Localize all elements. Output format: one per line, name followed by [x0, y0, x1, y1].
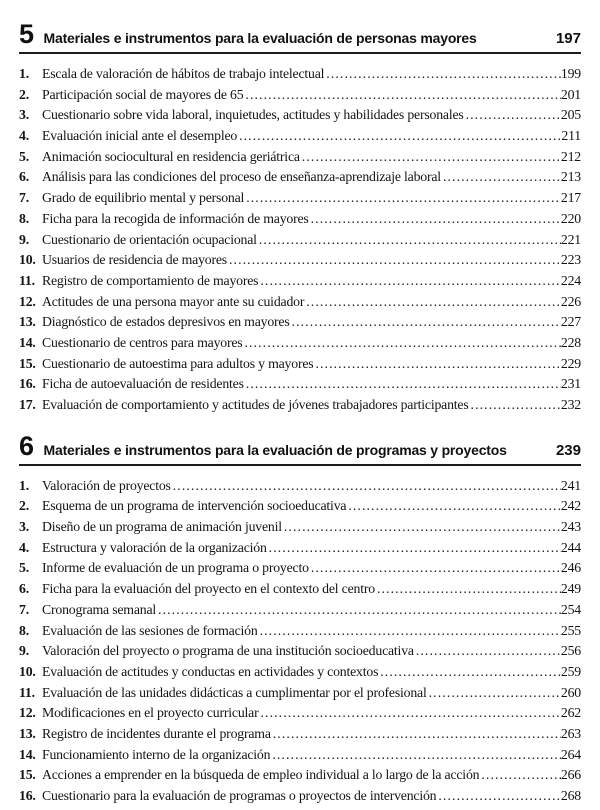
- entry-page-number: 199: [560, 66, 581, 81]
- entry-number: 15.: [19, 355, 36, 371]
- entry-number: 15.: [19, 767, 36, 783]
- dot-leader: [171, 478, 561, 494]
- toc-entry: [19, 314, 581, 335]
- dot-leader: [257, 232, 561, 248]
- entry-number: 12.: [19, 705, 36, 721]
- section-entry-list: [19, 66, 581, 418]
- toc-entry: [19, 232, 581, 253]
- toc-entry: [19, 519, 581, 540]
- entry-number: 17.: [19, 397, 36, 412]
- entry-page-number: 249: [560, 581, 581, 597]
- entry-page-number: 244: [560, 539, 581, 555]
- entry-title: Valoración de proyectos: [42, 477, 171, 493]
- entry-page-number: 231: [560, 376, 581, 392]
- toc-entry: [19, 376, 581, 397]
- dot-leader: [258, 273, 561, 289]
- entry-number: 10.: [19, 663, 36, 679]
- entry-page-number: 220: [560, 210, 581, 226]
- entry-title: Ficha para la evaluación del proyecto en el contexto del centro: [42, 581, 375, 597]
- entry-page-number: 201: [560, 86, 581, 102]
- entry-title: Diagnóstico de estados depresivos en mayores: [42, 314, 290, 330]
- entry-number: 14.: [19, 334, 36, 350]
- entry-title: Registro de comportamiento de mayores: [42, 272, 259, 288]
- entry-page-number: 221: [560, 231, 581, 247]
- entry-title: Modificaciones en el proyecto curricular: [42, 705, 259, 721]
- entry-number: 1.: [19, 66, 29, 81]
- entry-page-number: 232: [560, 397, 581, 412]
- entry-title: Ficha para la recogida de información de mayores: [42, 210, 309, 226]
- entry-title: Evaluación de las sesiones de formación: [42, 622, 258, 638]
- toc-entry: [19, 356, 581, 377]
- entry-number: 10.: [19, 252, 36, 268]
- toc-entry: [19, 335, 581, 356]
- dot-leader: [309, 560, 561, 576]
- toc-entry: [19, 540, 581, 561]
- toc-entry: [19, 294, 581, 315]
- entry-number: 16.: [19, 376, 36, 392]
- entry-number: 13.: [19, 725, 36, 741]
- toc-entry: [19, 581, 581, 602]
- entry-page-number: 268: [560, 788, 581, 803]
- toc-entry: [19, 664, 581, 685]
- toc-entry: [19, 726, 581, 747]
- entry-number: 3.: [19, 519, 29, 535]
- entry-number: 14.: [19, 746, 36, 762]
- dot-leader: [309, 211, 561, 227]
- entry-page-number: 259: [560, 663, 581, 679]
- dot-leader: [243, 87, 560, 103]
- toc-entry: [19, 169, 581, 190]
- entry-page-number: 223: [560, 252, 581, 268]
- toc-section: [19, 430, 581, 809]
- entry-title: Escala de valoración de hábitos de trabajo intelectual: [42, 66, 325, 81]
- toc-entry: [19, 602, 581, 623]
- entry-title: Funcionamiento interno de la organización: [42, 746, 271, 762]
- entry-title: Valoración del proyecto o programa de una institución socioeducativa: [42, 643, 414, 659]
- entry-page-number: 229: [560, 355, 581, 371]
- section-heading: [19, 21, 581, 54]
- toc-entry: [19, 788, 581, 809]
- entry-page-number: 242: [560, 498, 581, 514]
- section-number: 5: [19, 19, 34, 49]
- entry-title: Cuestionario de autoestima para adultos y mayores: [42, 355, 314, 371]
- entry-number: 5.: [19, 148, 29, 164]
- toc-entry: [19, 252, 581, 273]
- entry-number: 9.: [19, 643, 29, 659]
- entry-number: 4.: [19, 539, 29, 555]
- entry-number: 4.: [19, 128, 29, 144]
- dot-leader: [378, 664, 561, 680]
- entry-number: 3.: [19, 107, 29, 123]
- entry-title: Ficha de autoevaluación de residentes: [42, 376, 244, 392]
- dot-leader: [479, 767, 561, 783]
- dot-leader: [304, 294, 561, 310]
- entry-number: 6.: [19, 169, 29, 185]
- toc-entry: [19, 273, 581, 294]
- entry-number: 2.: [19, 498, 29, 514]
- section-heading: [19, 430, 581, 466]
- entry-title: Usuarios de residencia de mayores: [42, 252, 227, 268]
- entry-page-number: 263: [560, 725, 581, 741]
- dot-leader: [258, 705, 560, 721]
- dot-leader: [258, 623, 561, 639]
- dot-leader: [414, 643, 561, 659]
- toc-entry: [19, 643, 581, 664]
- dot-leader: [242, 335, 560, 351]
- toc-entry: [19, 211, 581, 232]
- dot-leader: [436, 788, 561, 804]
- entry-page-number: 226: [560, 293, 581, 309]
- section-title: Materiales e instrumentos para la evaluación de programas y proyectos: [43, 441, 507, 458]
- entry-page-number: 217: [560, 190, 581, 206]
- entry-page-number: 241: [560, 477, 581, 493]
- entry-title: Análisis para las condiciones del proceso de enseñanza-aprendizaje laboral: [42, 169, 441, 185]
- entry-page-number: 264: [560, 746, 581, 762]
- dot-leader: [244, 376, 561, 392]
- dot-leader: [324, 66, 561, 82]
- entry-page-number: 246: [560, 560, 581, 576]
- entry-page-number: 212: [560, 148, 581, 164]
- entry-number: 11.: [19, 684, 35, 700]
- toc-entry: [19, 560, 581, 581]
- entry-title: Cuestionario de centros para mayores: [42, 334, 243, 350]
- dot-leader: [270, 747, 561, 763]
- toc-entry: [19, 498, 581, 519]
- entry-page-number: 213: [560, 169, 581, 185]
- section-entry-list: [19, 478, 581, 809]
- entry-number: 2.: [19, 86, 29, 102]
- entry-title: Evaluación inicial ante el desempleo: [42, 128, 238, 144]
- toc-entry: [19, 66, 581, 87]
- entry-title: Cuestionario de orientación ocupacional: [42, 231, 257, 247]
- entry-title: Evaluación de comportamiento y actitudes de jóvenes trabajadores participantes: [42, 397, 469, 412]
- toc-entry: [19, 128, 581, 149]
- section-title: Materiales e instrumentos para la evaluación de personas mayores: [43, 30, 477, 46]
- entry-title: Participación social de mayores de 65: [42, 86, 244, 102]
- entry-title: Esquema de un programa de intervención socioeducativa: [42, 498, 347, 514]
- entry-page-number: 255: [560, 622, 581, 638]
- toc-entry: [19, 685, 581, 706]
- entry-page-number: 228: [560, 334, 581, 350]
- entry-page-number: 260: [560, 684, 581, 700]
- entry-title: Grado de equilibrio mental y personal: [42, 190, 245, 206]
- dot-leader: [300, 149, 561, 165]
- entry-number: 12.: [19, 293, 36, 309]
- entry-title: Cuestionario sobre vida laboral, inquietudes, actitudes y habilidades personales: [42, 107, 464, 123]
- toc-entry: [19, 149, 581, 170]
- entry-number: 7.: [19, 601, 29, 617]
- dot-leader: [282, 519, 561, 535]
- toc-section: [19, 21, 581, 418]
- entry-title: Actitudes de una persona mayor ante su cuidador: [42, 293, 305, 309]
- entry-page-number: 224: [560, 272, 581, 288]
- toc-entry: [19, 397, 581, 418]
- dot-leader: [290, 314, 561, 330]
- dot-leader: [346, 498, 561, 514]
- toc-entry: [19, 478, 581, 499]
- entry-number: 13.: [19, 314, 36, 330]
- dot-leader: [271, 726, 561, 742]
- entry-number: 8.: [19, 622, 29, 638]
- entry-title: Informe de evaluación de un programa o proyecto: [42, 560, 309, 576]
- entry-number: 1.: [19, 477, 29, 493]
- toc-entry: [19, 747, 581, 768]
- dot-leader: [441, 169, 561, 185]
- entry-title: Cronograma semanal: [42, 601, 157, 617]
- entry-title: Diseño de un programa de animación juvenil: [42, 519, 282, 535]
- dot-leader: [313, 356, 560, 372]
- entry-page-number: 243: [560, 519, 581, 535]
- entry-title: Evaluación de actitudes y conductas en actividades y contextos: [42, 663, 379, 679]
- dot-leader: [227, 252, 561, 268]
- entry-number: 8.: [19, 210, 29, 226]
- section-page-number: 197: [555, 30, 581, 47]
- toc-entry: [19, 623, 581, 644]
- entry-title: Acciones a emprender en la búsqueda de empleo individual a lo largo de la acción: [42, 767, 480, 783]
- entry-page-number: 205: [560, 107, 581, 123]
- entry-title: Animación sociocultural en residencia geriátrica: [42, 148, 300, 164]
- section-number: 6: [19, 430, 34, 461]
- entry-number: 11.: [19, 272, 35, 288]
- toc-sections-container: [19, 21, 581, 809]
- entry-number: 6.: [19, 581, 29, 597]
- entry-page-number: 211: [561, 128, 581, 144]
- entry-page-number: 266: [560, 767, 581, 783]
- entry-page-number: 256: [560, 643, 581, 659]
- entry-page-number: 262: [560, 705, 581, 721]
- section-page-number: 239: [555, 441, 581, 459]
- entry-number: 7.: [19, 190, 29, 206]
- entry-page-number: 254: [560, 601, 581, 617]
- dot-leader: [469, 397, 561, 413]
- entry-title: Cuestionario para la evaluación de programas o proyectos de intervención: [42, 788, 437, 803]
- toc-entry: [19, 767, 581, 788]
- dot-leader: [375, 581, 561, 597]
- toc-entry: [19, 705, 581, 726]
- entry-number: 9.: [19, 231, 29, 247]
- dot-leader: [244, 190, 561, 206]
- dot-leader: [427, 685, 561, 701]
- dot-leader: [267, 540, 561, 556]
- toc-entry: [19, 107, 581, 128]
- toc-entry: [19, 190, 581, 211]
- dot-leader: [156, 602, 561, 618]
- entry-page-number: 227: [560, 314, 581, 330]
- dot-leader: [237, 128, 561, 144]
- entry-number: 16.: [19, 788, 36, 803]
- entry-title: Evaluación de las unidades didácticas a cumplimentar por el profesional: [42, 684, 427, 700]
- entry-title: Estructura y valoración de la organización: [42, 539, 267, 555]
- entry-title: Registro de incidentes durante el programa: [42, 725, 271, 741]
- entry-number: 5.: [19, 560, 29, 576]
- dot-leader: [464, 107, 561, 123]
- toc-entry: [19, 87, 581, 108]
